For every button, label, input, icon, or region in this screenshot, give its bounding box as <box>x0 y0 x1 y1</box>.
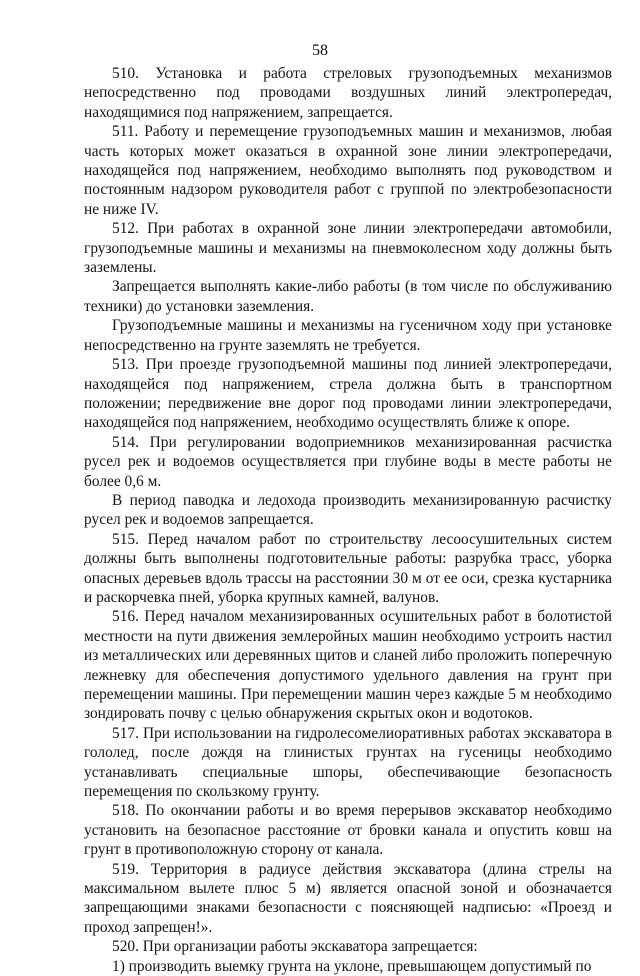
paragraph-514-flood-period: В период паводка и ледохода производить механизированную расчистку русел рек и водоемов запрещается. <box>84 491 612 529</box>
paragraph-514: 514. При регулировании водоприемников механизированная расчистка русел рек и водоемов осуществляется при глубине воды в месте работы не более 0,6 м. <box>84 433 612 490</box>
paragraph-517: 517. При использовании на гидролесомелиоративных работах экскаватора в гололед, после дождя на глинистых грунтах на гусеницы необходимо устанавливать специальные шпоры, обеспечивающие безопасность перемещения по скользкому грунту. <box>84 724 612 801</box>
page-number: 58 <box>312 42 328 59</box>
paragraph-512-tracked-machines: Грузоподъемные машины и механизмы на гусеничном ходу при установке непосредственно на грунте заземлять не требуется. <box>84 317 612 354</box>
paragraph-512-grounding-prohibition: Запрещается выполнять какие-либо работы (в том числе по обслуживанию техники) до установки заземления. <box>84 278 612 315</box>
paragraph-516: 516. Перед началом механизированных осушительных работ в болотистой местности на пути движения землеройных машин необходимо устроить настил из металлических или деревянных щитов и сланей либо проложить поперечную лежневку для обеспечения допустимого удельного давления на грунт при перемещении машины. При перемещении машин через каждые 5 м необходимо зондировать почву с целью обнаружения скрытых окон и водотоков. <box>84 608 612 723</box>
paragraph-512: 512. При работах в охранной зоне линии электропередачи автомобили, грузоподъемные машины и механизмы на пневмоколесном ходу должны быть заземлены. <box>84 220 612 277</box>
paragraph-518: 518. По окончании работы и во время перерывов экскаватор необходимо установить на безопасное расстояние от бровки канала и опустить ковш на грунт в противоположную сторону от канала. <box>84 802 612 859</box>
paragraph-519: 519. Территория в радиусе действия экскаватора (длина стрелы на максимальном вылете плюс 5 м) является опасной зоной и обозначается запрещающими знаками безопасности с поясняющей надписью: «Проезд и проход запрещен!». <box>84 860 612 936</box>
paragraph-520-item-1: 1) производить выемку грунта на уклоне, превышающем допустимый по <box>112 957 592 975</box>
paragraph-520: 520. При организации работы экскаватора запрещается: <box>112 938 478 956</box>
document-body <box>84 64 612 976</box>
paragraph-511: 511. Работу и перемещение грузоподъемных машин и механизмов, любая часть которых может оказаться в охранной зоне линии электропередачи, находящейся под напряжением, необходимо выполнять под руководством и постоянным надзором руководителя работ с группой по электробезопасности не ниже IV. <box>84 123 612 218</box>
paragraph-515: 515. Перед началом работ по строительству лесоосушительных систем должны быть выполнены подготовительные работы: разрубка трасс, уборка опасных деревьев вдоль трассы на расстоянии 30 м от ее оси, срезка кустарника и раскорчевка пней, уборка крупных камней, валунов. <box>84 530 612 606</box>
paragraph-513: 513. При проезде грузоподъемной машины под линией электропередачи, находящейся под напряжением, стрела должна быть в транспортном положении; передвижение вне дорог под проводами линии электропередачи, находящейся под напряжением, необходимо осуществлять ближе к опоре. <box>84 356 612 432</box>
paragraph-510: 510. Установка и работа стреловых грузоподъемных механизмов непосредственно под проводами воздушных линий электропередач, находящимися под напряжением, запрещается. <box>84 65 612 121</box>
